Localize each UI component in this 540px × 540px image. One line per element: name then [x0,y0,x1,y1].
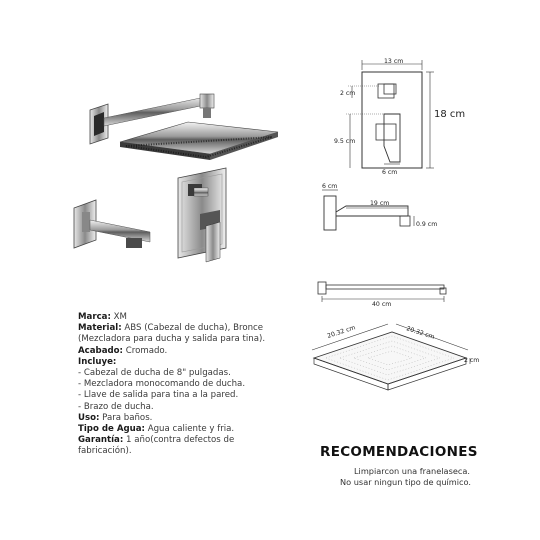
uso-value: Para baños. [102,412,153,423]
dim-spout-depth: 0.9 cm [416,221,438,228]
recommendations-title: RECOMENDACIONES [320,444,478,460]
agua-label: Tipo de Agua: [78,424,145,435]
agua-value: Agua caliente y fria. [147,424,235,435]
tub-spout [74,200,150,248]
incluye-item: - Llave de salida para tina a la pared. [78,390,239,401]
head-diagram [306,318,482,402]
spout-diagram [316,182,476,244]
recommendation-line: Limpiarcon una franelaseca. [354,466,470,476]
recommendation-line: No usar ningun tipo de químico. [340,477,472,487]
mixer-valve [178,168,226,262]
uso-label: Uso: [78,412,100,423]
dim-valve-bottom: 6 cm [382,169,398,176]
material-value: ABS (Cabezal de ducha), Bronce [124,323,264,334]
garantia-label: Garantía: [78,435,124,446]
shower-head [120,122,278,160]
valve-diagram [330,54,480,180]
marca-label: Marca: [78,312,111,322]
arm-diagram [312,276,462,308]
dim-valve-height: 18 cm [434,109,466,120]
acabado-label: Acabado: [78,345,123,356]
incluye-label: Incluye: [78,356,117,367]
product-illustration [60,80,300,270]
acabado-value: Cromado. [125,345,168,356]
garantia-value-2: fabricación). [78,446,132,457]
dim-spout-length: 19 cm [370,200,390,207]
dim-head-side-a: 20.32 cm [326,324,357,340]
dim-head-thickness: 2 cm [464,357,480,364]
garantia-value: 1 año(contra defectos de [126,435,235,446]
incluye-item: - Mezcladora monocomando de ducha. [78,379,246,390]
dim-valve-mid: 9.5 cm [334,138,356,145]
product-specs [78,312,318,458]
dim-spout-base: 6 cm [322,183,338,190]
material-value-2: (Mezcladora para ducha y salida para tina). [78,334,266,345]
dim-arm-length: 40 cm [372,301,392,308]
incluye-item: - Brazo de ducha. [78,401,154,412]
dim-valve-width: 13 cm [384,58,404,65]
marca-value: XM [113,312,127,322]
material-label: Material: [78,323,122,334]
incluye-item: - Cabezal de ducha de 8" pulgadas. [78,368,231,379]
dim-valve-top: 2 cm [340,90,356,97]
dim-head-side-b: 20.32 cm [405,325,436,341]
